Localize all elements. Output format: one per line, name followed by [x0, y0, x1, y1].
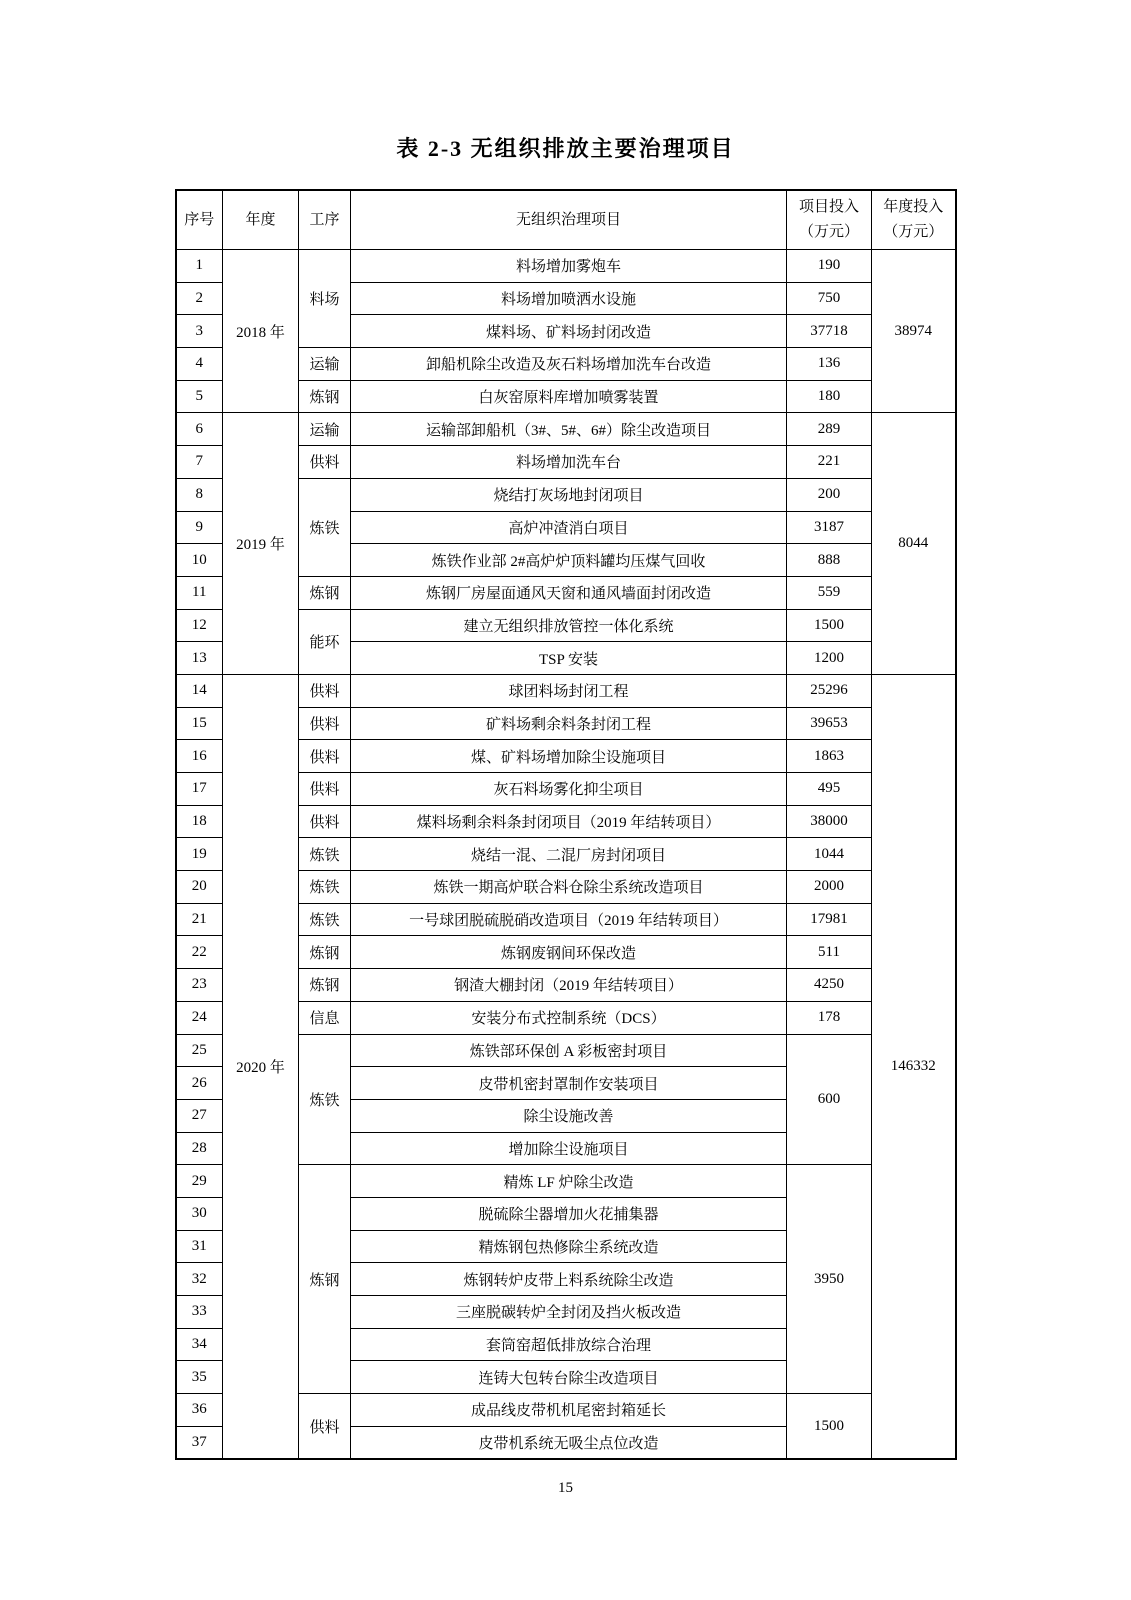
project-cell: 卸船机除尘改造及灰石料场增加洗车台改造: [351, 348, 787, 381]
header-annual-investment-label: 年度投入: [883, 199, 944, 216]
investment-cell: 3187: [787, 511, 872, 544]
process-cell: 炼铁: [299, 903, 351, 936]
process-cell: 供料: [299, 446, 351, 479]
annual-investment-cell: 146332: [872, 674, 956, 1459]
project-cell: 炼钢转炉皮带上料系统除尘改造: [351, 1263, 787, 1296]
seq-cell: 11: [176, 576, 223, 609]
project-cell: 高炉冲渣消白项目: [351, 511, 787, 544]
investment-cell: 200: [787, 478, 872, 511]
seq-cell: 13: [176, 642, 223, 675]
project-cell: 料场增加洗车台: [351, 446, 787, 479]
project-cell: 脱硫除尘器增加火花捕集器: [351, 1197, 787, 1230]
project-cell: 一号球团脱硫脱硝改造项目（2019 年结转项目）: [351, 903, 787, 936]
project-cell: 炼铁部环保创 A 彩板密封项目: [351, 1034, 787, 1067]
seq-cell: 28: [176, 1132, 223, 1165]
investment-cell: 559: [787, 576, 872, 609]
seq-cell: 15: [176, 707, 223, 740]
seq-cell: 26: [176, 1067, 223, 1100]
investment-cell: 3950: [787, 1165, 872, 1394]
investment-cell: 4250: [787, 969, 872, 1002]
header-process: [299, 190, 351, 250]
header-process-label: 工序: [309, 211, 340, 228]
header-year: [223, 190, 299, 250]
header-project-investment-label: 项目投入: [798, 199, 859, 216]
seq-cell: 3: [176, 315, 223, 348]
treatment-projects-table: [175, 189, 957, 1460]
investment-cell: 1200: [787, 642, 872, 675]
project-cell: 料场增加喷洒水设施: [351, 282, 787, 315]
project-cell: 精炼钢包热修除尘系统改造: [351, 1230, 787, 1263]
seq-cell: 36: [176, 1394, 223, 1427]
project-cell: 料场增加雾炮车: [351, 250, 787, 283]
seq-cell: 12: [176, 609, 223, 642]
seq-cell: 31: [176, 1230, 223, 1263]
seq-cell: 24: [176, 1001, 223, 1034]
table-row: [176, 250, 956, 283]
investment-cell: 1500: [787, 1394, 872, 1459]
project-cell: 炼铁作业部 2#高炉炉顶料罐均压煤气回收: [351, 544, 787, 577]
seq-cell: 23: [176, 969, 223, 1002]
investment-cell: 495: [787, 773, 872, 806]
seq-cell: 9: [176, 511, 223, 544]
seq-cell: 21: [176, 903, 223, 936]
table-body: [176, 250, 956, 1459]
process-cell: 供料: [299, 773, 351, 806]
investment-cell: 2000: [787, 871, 872, 904]
seq-cell: 1: [176, 250, 223, 283]
project-cell: 白灰窑原料库增加喷雾装置: [351, 380, 787, 413]
project-cell: 三座脱碳转炉全封闭及挡火板改造: [351, 1296, 787, 1329]
process-cell: 供料: [299, 805, 351, 838]
seq-cell: 6: [176, 413, 223, 446]
project-cell: 煤料场剩余料条封闭项目（2019 年结转项目）: [351, 805, 787, 838]
seq-cell: 2: [176, 282, 223, 315]
seq-cell: 17: [176, 773, 223, 806]
process-cell: 炼钢: [299, 1165, 351, 1394]
project-cell: 煤、矿料场增加除尘设施项目: [351, 740, 787, 773]
investment-cell: 17981: [787, 903, 872, 936]
project-cell: 连铸大包转台除尘改造项目: [351, 1361, 787, 1394]
investment-cell: 178: [787, 1001, 872, 1034]
process-cell: 炼钢: [299, 936, 351, 969]
header-row: [176, 190, 956, 250]
seq-cell: 19: [176, 838, 223, 871]
seq-cell: 37: [176, 1426, 223, 1459]
investment-cell: 38000: [787, 805, 872, 838]
project-cell: 灰石料场雾化抑尘项目: [351, 773, 787, 806]
seq-cell: 30: [176, 1197, 223, 1230]
investment-cell: 180: [787, 380, 872, 413]
project-cell: 钢渣大棚封闭（2019 年结转项目）: [351, 969, 787, 1002]
header-project: [351, 190, 787, 250]
investment-cell: 750: [787, 282, 872, 315]
project-cell: 炼铁一期高炉联合料仓除尘系统改造项目: [351, 871, 787, 904]
header-seq-label: 序号: [184, 211, 215, 228]
seq-cell: 22: [176, 936, 223, 969]
table-title: 表 2-3 无组织排放主要治理项目: [396, 136, 735, 161]
seq-cell: 4: [176, 348, 223, 381]
process-cell: 供料: [299, 1394, 351, 1459]
year-cell: 2019 年: [223, 413, 299, 675]
process-cell: 供料: [299, 707, 351, 740]
investment-cell: 511: [787, 936, 872, 969]
seq-cell: 5: [176, 380, 223, 413]
process-cell: 炼铁: [299, 838, 351, 871]
project-cell: 皮带机密封罩制作安装项目: [351, 1067, 787, 1100]
seq-cell: 25: [176, 1034, 223, 1067]
project-cell: 成品线皮带机机尾密封箱延长: [351, 1394, 787, 1427]
seq-cell: 34: [176, 1328, 223, 1361]
investment-cell: 289: [787, 413, 872, 446]
investment-cell: 600: [787, 1034, 872, 1165]
table-row: [176, 674, 956, 707]
investment-cell: 190: [787, 250, 872, 283]
process-cell: 炼铁: [299, 478, 351, 576]
year-cell: 2018 年: [223, 250, 299, 413]
seq-cell: 20: [176, 871, 223, 904]
table-row: [176, 413, 956, 446]
process-cell: 炼钢: [299, 380, 351, 413]
header-annual-investment: [872, 190, 956, 250]
annual-investment-cell: 8044: [872, 413, 956, 675]
project-cell: 煤料场、矿料场封闭改造: [351, 315, 787, 348]
investment-cell: 25296: [787, 674, 872, 707]
header-year-label: 年度: [245, 211, 276, 228]
seq-cell: 8: [176, 478, 223, 511]
process-cell: 能环: [299, 609, 351, 674]
project-cell: 球团料场封闭工程: [351, 674, 787, 707]
process-cell: 运输: [299, 413, 351, 446]
seq-cell: 16: [176, 740, 223, 773]
process-cell: 料场: [299, 250, 351, 348]
process-cell: 炼钢: [299, 576, 351, 609]
process-cell: 炼铁: [299, 871, 351, 904]
project-cell: 烧结打灰场地封闭项目: [351, 478, 787, 511]
process-cell: 信息: [299, 1001, 351, 1034]
project-cell: 烧结一混、二混厂房封闭项目: [351, 838, 787, 871]
process-cell: 运输: [299, 348, 351, 381]
investment-cell: 221: [787, 446, 872, 479]
project-cell: 矿料场剩余料条封闭工程: [351, 707, 787, 740]
investment-cell: 888: [787, 544, 872, 577]
seq-cell: 35: [176, 1361, 223, 1394]
header-project-label: 无组织治理项目: [515, 211, 621, 228]
header-project-investment-unit: （万元）: [798, 224, 859, 240]
investment-cell: 39653: [787, 707, 872, 740]
project-cell: 运输部卸船机（3#、5#、6#）除尘改造项目: [351, 413, 787, 446]
project-cell: 炼钢废钢间环保改造: [351, 936, 787, 969]
page-number: 15: [558, 1479, 573, 1496]
project-cell: 皮带机系统无吸尘点位改造: [351, 1426, 787, 1459]
project-cell: TSP 安装: [351, 642, 787, 675]
seq-cell: 18: [176, 805, 223, 838]
project-cell: 建立无组织排放管控一体化系统: [351, 609, 787, 642]
project-cell: 套筒窑超低排放综合治理: [351, 1328, 787, 1361]
seq-cell: 33: [176, 1296, 223, 1329]
project-cell: 增加除尘设施项目: [351, 1132, 787, 1165]
table-header: [176, 190, 956, 250]
annual-investment-cell: 38974: [872, 250, 956, 413]
process-cell: 炼钢: [299, 969, 351, 1002]
header-annual-investment-unit: （万元）: [883, 224, 944, 240]
process-cell: 供料: [299, 740, 351, 773]
project-cell: 炼钢厂房屋面通风天窗和通风墙面封闭改造: [351, 576, 787, 609]
project-cell: 精炼 LF 炉除尘改造: [351, 1165, 787, 1198]
investment-cell: 1500: [787, 609, 872, 642]
investment-cell: 1044: [787, 838, 872, 871]
seq-cell: 7: [176, 446, 223, 479]
investment-cell: 37718: [787, 315, 872, 348]
seq-cell: 27: [176, 1099, 223, 1132]
project-cell: 安装分布式控制系统（DCS）: [351, 1001, 787, 1034]
investment-cell: 1863: [787, 740, 872, 773]
seq-cell: 14: [176, 674, 223, 707]
seq-cell: 32: [176, 1263, 223, 1296]
process-cell: 供料: [299, 674, 351, 707]
process-cell: 炼铁: [299, 1034, 351, 1165]
seq-cell: 10: [176, 544, 223, 577]
header-seq: [176, 190, 223, 250]
header-project-investment: [787, 190, 872, 250]
investment-cell: 136: [787, 348, 872, 381]
project-cell: 除尘设施改善: [351, 1099, 787, 1132]
year-cell: 2020 年: [223, 674, 299, 1459]
seq-cell: 29: [176, 1165, 223, 1198]
